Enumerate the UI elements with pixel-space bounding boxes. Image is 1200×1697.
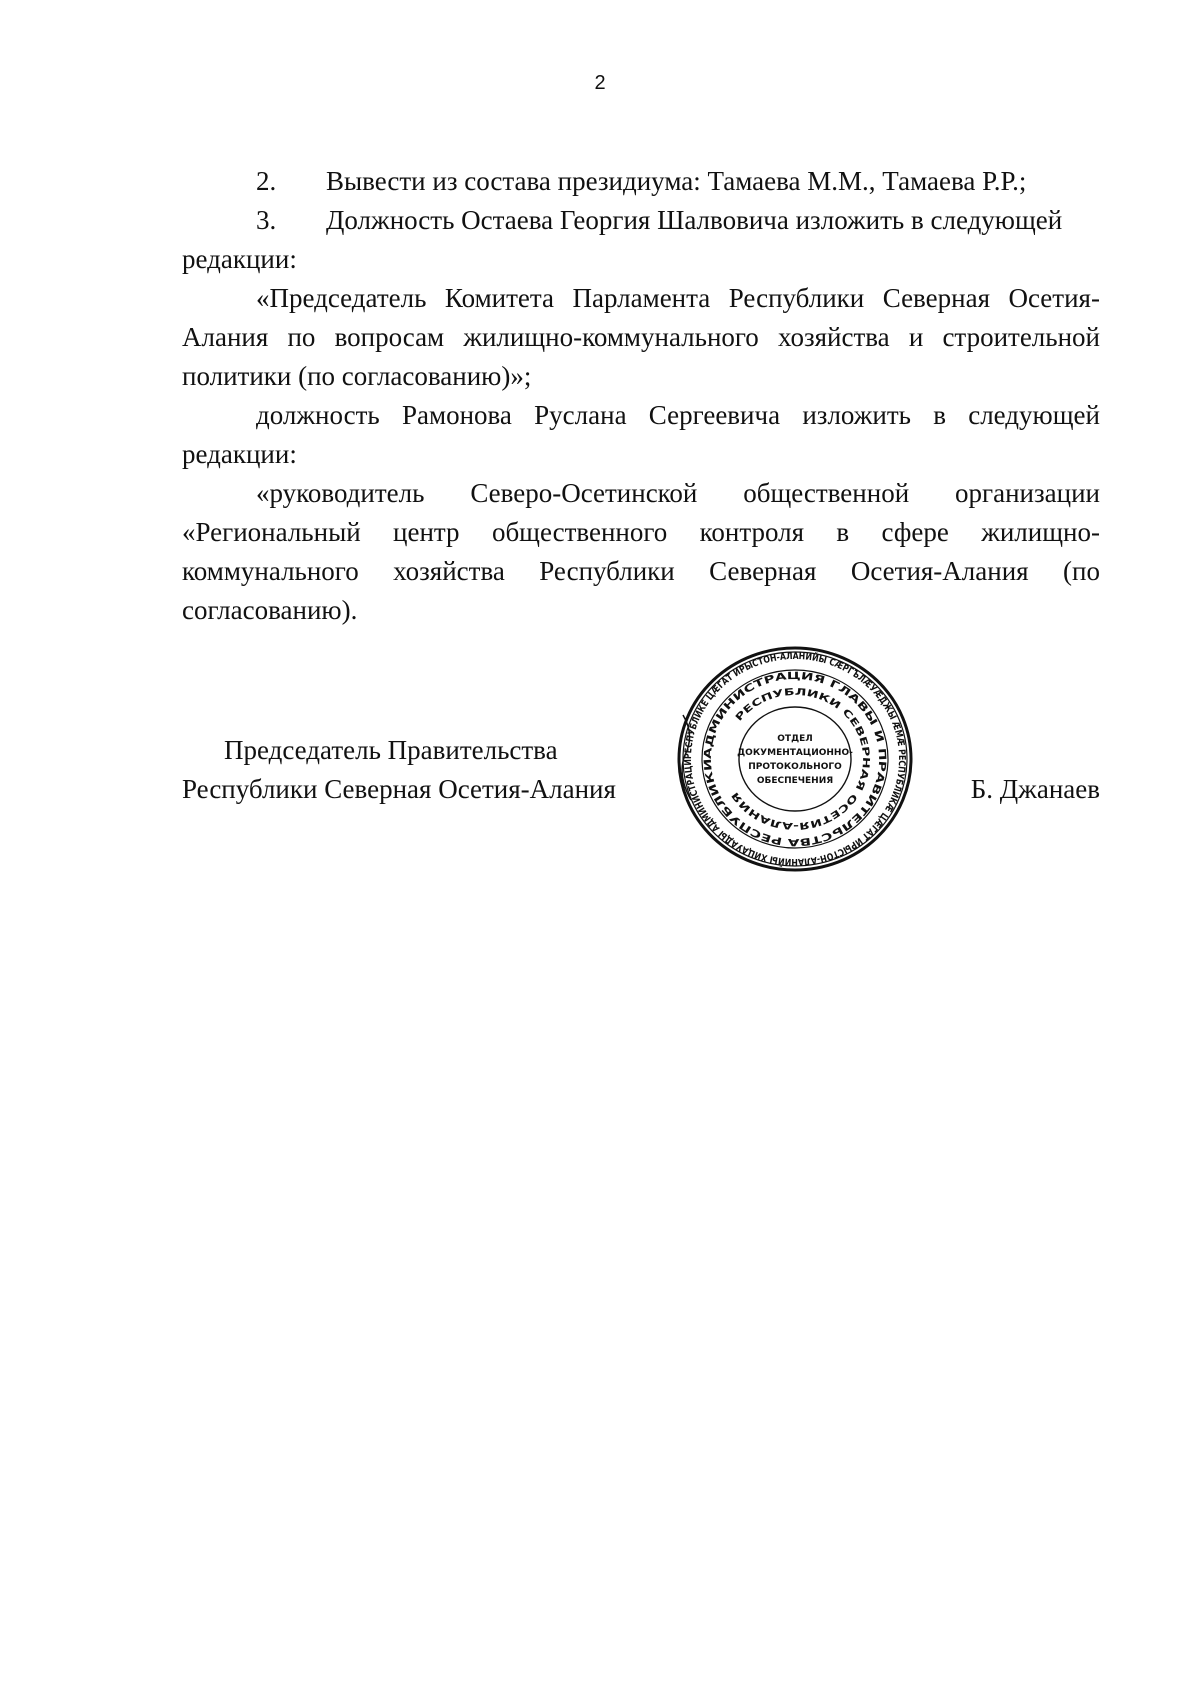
word: организации	[955, 478, 1100, 508]
list-item-3	[182, 201, 1100, 240]
word: Сергеевича	[648, 400, 781, 430]
word: и	[908, 322, 924, 352]
word: в	[933, 400, 946, 430]
word: Осетия-Алания	[850, 556, 1029, 586]
word: сфере	[881, 517, 949, 547]
document-body	[182, 162, 1100, 630]
quote1-line-2	[182, 318, 1100, 357]
svg-text:РЕСПУБЛИКЕ ЦÆГАТ ИРЫСТОН-АЛАНИ	[683, 651, 907, 868]
seal-center-line-2: ДОКУМЕНТАЦИОННО-	[737, 748, 853, 758]
word: Республики	[728, 283, 865, 313]
word: хозяйства	[777, 322, 890, 352]
list-number: 2.	[256, 166, 277, 196]
word: Республики	[539, 556, 675, 586]
word: «Региональный	[182, 517, 361, 547]
word: по	[287, 322, 316, 352]
para2-line-1	[182, 396, 1100, 435]
list-text: Должность Остаева Георгия Шалвовича изложить в следующей	[326, 205, 1063, 235]
quote2-line-3	[182, 552, 1100, 591]
word: «руководитель	[256, 478, 425, 508]
word: Северная	[882, 283, 990, 313]
quote2-line-2	[182, 513, 1100, 552]
page-number: 2	[594, 72, 606, 94]
word: Рамонова	[401, 400, 512, 430]
word: Алания	[182, 322, 269, 352]
seal-outer-text: РЕСПУБЛИКЕ ЦÆГАТ ИРЫСТОН-АЛАНИЙЫ СÆРГЪЛÆУÆДЖЫ ÆМÆ РЕСПУБЛИКÆ ЦÆГАТ ИРЫСТОН-АЛАНИЙЫ ХИЦАУАДЫ АДМИНИСТРАЦИ	[682, 650, 908, 868]
quote1-line-1	[182, 279, 1100, 318]
seal-inner-text: РЕСПУБЛИКИ СЕВЕРНАЯ ОСЕТИЯ-АЛАНИЯ	[731, 686, 872, 832]
continuation-line: редакции:	[182, 244, 297, 274]
word: Руслана	[534, 400, 627, 430]
list-item-2	[182, 162, 1100, 201]
word: Парламента	[572, 283, 711, 313]
quote2-line-1	[182, 474, 1100, 513]
signatory-name: Б. Джанаев	[970, 774, 1100, 804]
quote2-line-4: согласованию).	[182, 595, 358, 625]
word: изложить	[802, 400, 911, 430]
para2-line-2: редакции:	[182, 439, 297, 469]
word: контроля	[699, 517, 805, 547]
word: следующей	[968, 400, 1100, 430]
word: жилищно-	[981, 517, 1100, 547]
list-number: 3.	[256, 205, 277, 235]
word: Северная	[709, 556, 817, 586]
quote1-line-3: политики (по согласованию)»;	[182, 361, 532, 391]
official-seal	[675, 645, 915, 873]
word: вопросам	[334, 322, 445, 352]
word: Осетия-	[1008, 283, 1100, 313]
word: в	[836, 517, 850, 547]
word: общественного	[491, 517, 668, 547]
word: общественной	[743, 478, 910, 508]
word: строительной	[942, 322, 1100, 352]
signatory-title-line-2: Республики Северная Осетия-Алания	[182, 774, 616, 804]
signatory-title-line-1: Председатель Правительства	[224, 735, 558, 765]
svg-text:РЕСПУБЛИКИ СЕВЕРНАЯ ОСЕТИЯ-АЛА	[730, 687, 871, 831]
word: Северо-Осетинской	[470, 478, 698, 508]
word: коммунального	[182, 556, 359, 586]
word: жилищно-коммунального	[463, 322, 759, 352]
seal-center-line-3: ПРОТОКОЛЬНОГО	[748, 762, 842, 772]
seal-middle-text: АДМИНИСТРАЦИЯ ГЛАВЫ И ПРАВИТЕЛЬСТВА РЕСПУБЛИКИ	[702, 670, 888, 848]
seal-center-line-1: ОТДЕЛ	[777, 734, 813, 744]
list-text: Вывести из состава президиума: Тамаева М.М., Тамаева Р.Р.;	[326, 166, 1027, 196]
word: хозяйства	[393, 556, 505, 586]
word: центр	[393, 517, 460, 547]
seal-center-line-4: ОБЕСПЕЧЕНИЯ	[756, 776, 834, 786]
word: должность	[256, 400, 380, 430]
word: Комитета	[444, 283, 555, 313]
word: «Председатель	[256, 283, 427, 313]
word: (по	[1063, 556, 1100, 586]
